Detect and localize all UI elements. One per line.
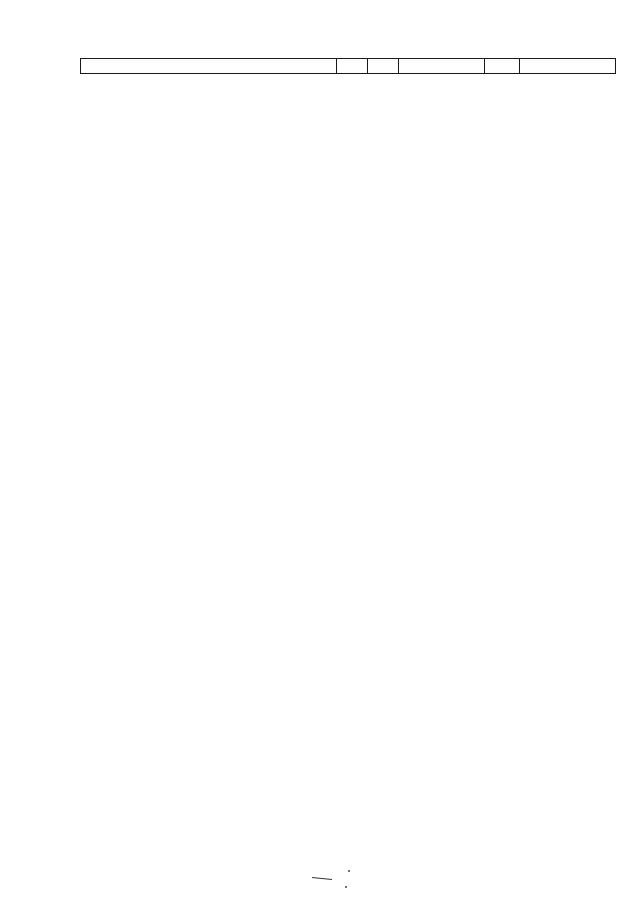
column-header-5 <box>484 59 519 73</box>
column-header-3 <box>367 59 398 73</box>
column-header-6 <box>519 59 615 73</box>
column-header-2 <box>336 59 367 73</box>
pen-mark <box>312 877 332 880</box>
column-header-1 <box>81 59 336 73</box>
column-header-row <box>80 58 616 74</box>
column-header-4 <box>398 59 484 73</box>
ink-dot <box>345 886 347 888</box>
ink-dot <box>348 870 350 872</box>
